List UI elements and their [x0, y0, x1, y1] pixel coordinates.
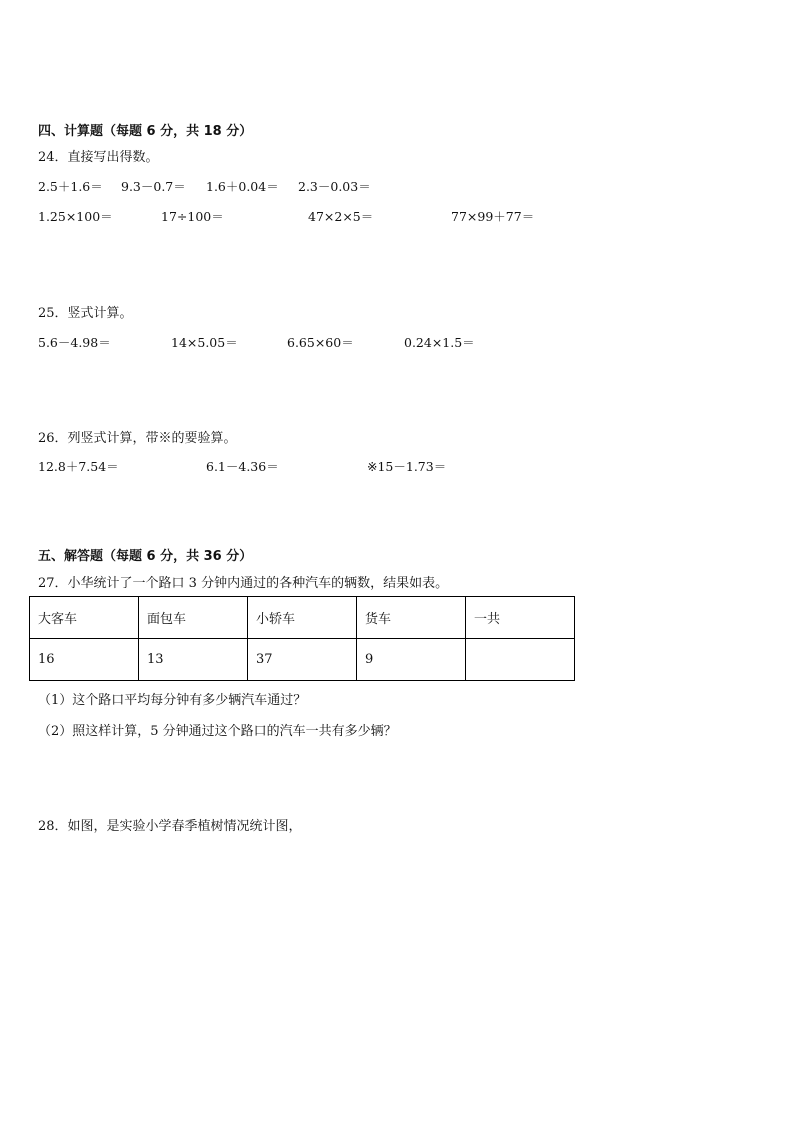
q24-expr-5: 1.25×100＝ — [38, 209, 113, 224]
q24-expr-2: 9.3－0.7＝ — [121, 179, 186, 194]
q24-expr-8: 77×99＋77＝ — [451, 209, 535, 224]
q26-expr-2: 6.1－4.36＝ — [206, 459, 279, 474]
table-header-cell: 面包车 — [139, 597, 248, 639]
q26-expr-1: 12.8＋7.54＝ — [38, 459, 119, 474]
section-four-heading: 四、计算题（每题 6 分，共 18 分） — [38, 124, 253, 139]
q24-expr-3: 1.6＋0.04＝ — [206, 179, 279, 194]
table-header-cell: 一共 — [466, 597, 575, 639]
question-26-title: 26．列竖式计算，带※的要验算。 — [38, 431, 237, 446]
q25-expr-3: 6.65×60＝ — [287, 335, 354, 350]
table-header-cell: 小轿车 — [248, 597, 357, 639]
table-cell: 13 — [139, 639, 248, 681]
table-header-cell: 货车 — [357, 597, 466, 639]
table-row — [30, 639, 575, 681]
q25-expr-4: 0.24×1.5＝ — [404, 335, 475, 350]
question-25-title: 25．竖式计算。 — [38, 306, 133, 321]
q24-expr-4: 2.3－0.03＝ — [298, 179, 371, 194]
table-header-row — [30, 597, 575, 639]
q24-expr-7: 47×2×5＝ — [308, 209, 374, 224]
question-27-sub-2: （2）照这样计算，5 分钟通过这个路口的汽车一共有多少辆？ — [38, 724, 397, 739]
table-cell: 37 — [248, 639, 357, 681]
q25-expr-2: 14×5.05＝ — [171, 335, 238, 350]
q25-expr-1: 5.6－4.98＝ — [38, 335, 111, 350]
table-cell-total-blank — [466, 639, 575, 681]
question-27-title: 27．小华统计了一个路口 3 分钟内通过的各种汽车的辆数，结果如表。 — [38, 576, 449, 591]
question-28-title: 28．如图，是实验小学春季植树情况统计图， — [38, 819, 302, 834]
section-five-heading: 五、解答题（每题 6 分，共 36 分） — [38, 549, 253, 564]
table-cell: 9 — [357, 639, 466, 681]
q24-expr-1: 2.5＋1.6＝ — [38, 179, 103, 194]
question-27-sub-1: （1）这个路口平均每分钟有多少辆汽车通过？ — [38, 693, 307, 708]
vehicle-count-table — [29, 596, 575, 681]
table-cell: 16 — [30, 639, 139, 681]
q24-expr-6: 17÷100＝ — [161, 209, 224, 224]
q26-expr-3: ※15－1.73＝ — [367, 459, 447, 474]
question-24-title: 24．直接写出得数。 — [38, 150, 159, 165]
table-header-cell: 大客车 — [30, 597, 139, 639]
